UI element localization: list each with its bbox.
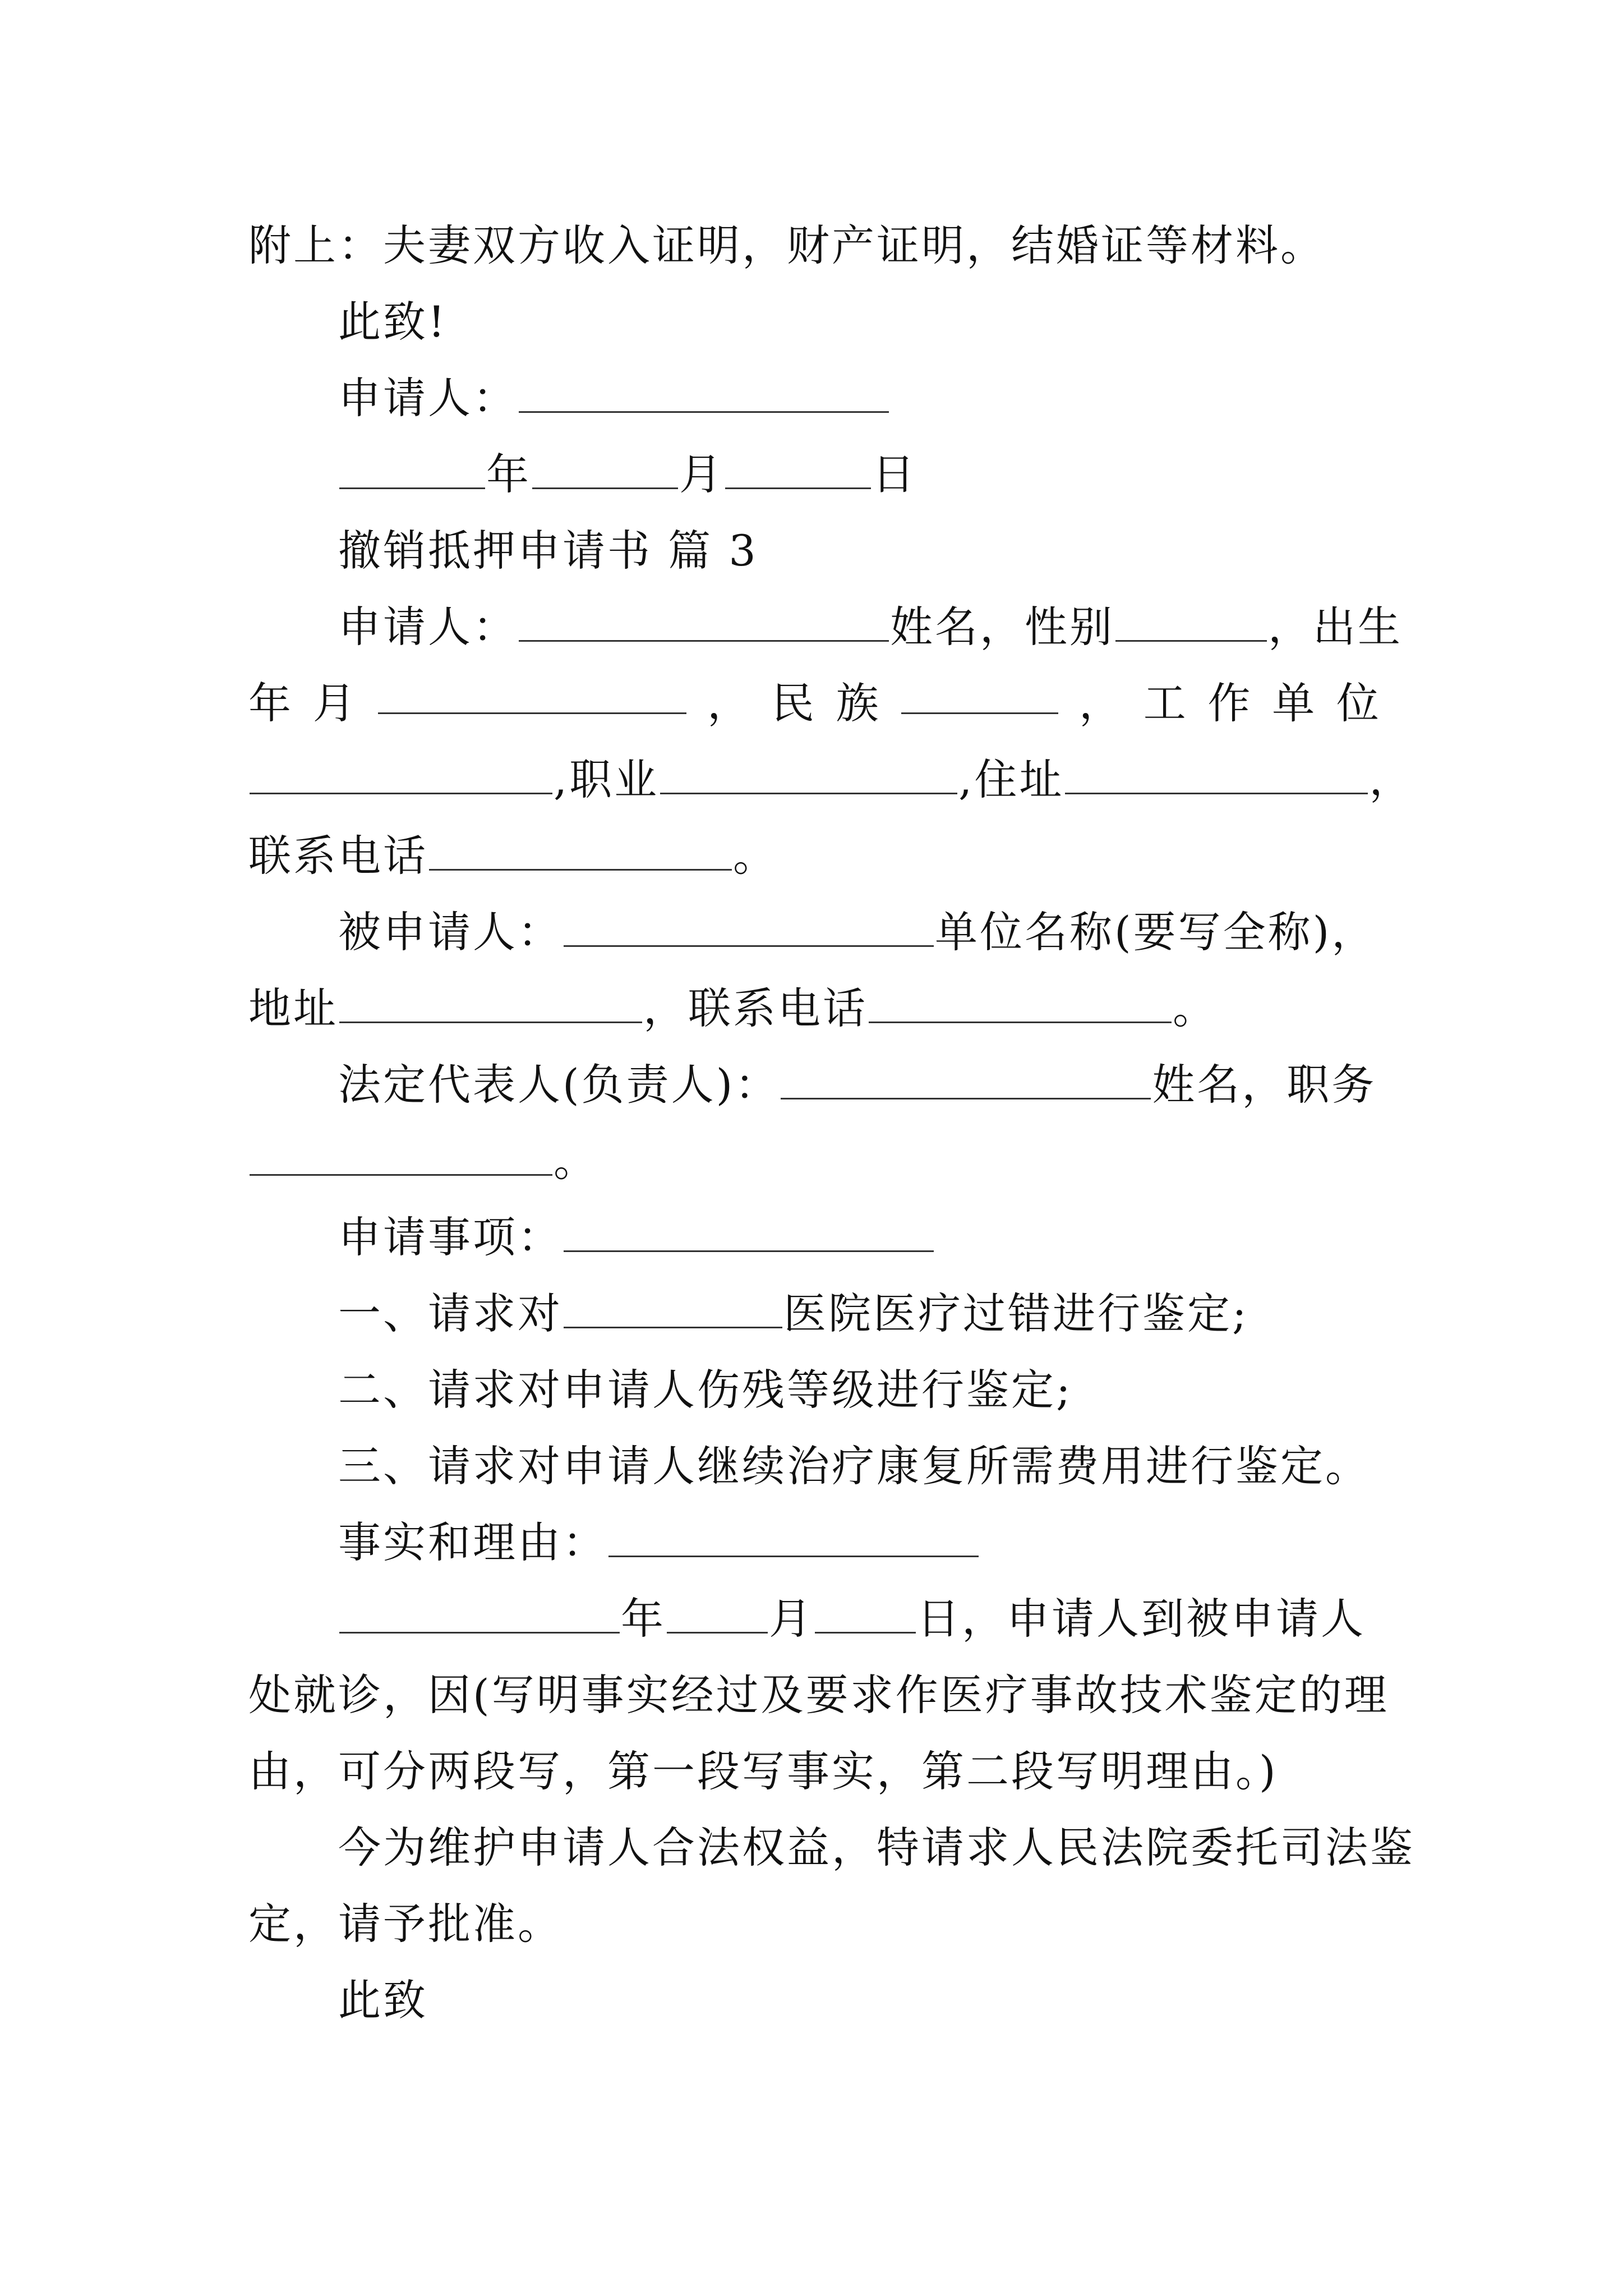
phone-line [248, 829, 1381, 885]
workplace-field[interactable] [250, 757, 552, 794]
facts-text-line-3 [248, 1745, 1381, 1801]
period-2: 。 [1173, 983, 1218, 1033]
workplace-char-1: 工 [1143, 678, 1188, 728]
matters-line [338, 1211, 1381, 1267]
hospital-field[interactable] [564, 1291, 782, 1328]
month-field[interactable] [532, 452, 678, 489]
matters-field[interactable] [564, 1214, 934, 1252]
section-title: 撤销抵押申请书 篇 3 [338, 526, 758, 576]
facts-label: 事实和理由： [338, 1517, 607, 1567]
workplace-char-4: 位 [1336, 678, 1381, 728]
item-1-suffix: 医院医疗过错进行鉴定; [783, 1289, 1249, 1338]
date-line [338, 448, 1381, 504]
name-position-label: 姓名，职务 [1152, 1060, 1377, 1110]
birth-field[interactable] [378, 677, 686, 714]
address-label-2: 地址 [248, 983, 338, 1033]
salutation-text: 此致! [338, 297, 448, 347]
item-2-text: 二、请求对申请人伤残等级进行鉴定; [338, 1365, 1073, 1415]
conclusion-line-2 [248, 1897, 1381, 1953]
facts-day-field[interactable] [815, 1596, 916, 1634]
facts-year-field[interactable] [339, 1596, 620, 1634]
period-3: 。 [554, 1136, 598, 1186]
birth-ethnic-workplace-line [248, 677, 1381, 733]
salutation-line [338, 295, 1381, 351]
respondent-address-field[interactable] [339, 986, 642, 1023]
respondent-field[interactable] [564, 909, 934, 947]
applicant-signature-field[interactable] [519, 375, 889, 413]
respondent-phone-field[interactable] [869, 986, 1172, 1023]
facts-month-label: 月 [769, 1594, 814, 1644]
section-title-line [338, 524, 1381, 580]
address-label: ,住址 [958, 754, 1064, 804]
occupation-field[interactable] [660, 757, 957, 794]
ethnic-field[interactable] [901, 677, 1058, 714]
phone-label: 联系电话 [248, 831, 428, 881]
day-field[interactable] [725, 452, 871, 489]
phone-field[interactable] [429, 833, 732, 871]
comma-2: ， [1079, 678, 1124, 728]
comma-3: ， [1369, 754, 1414, 804]
legal-rep-line [338, 1058, 1381, 1114]
facts-text-line-2 [248, 1668, 1389, 1724]
facts-date-line [338, 1592, 1381, 1648]
day-label: 日 [872, 449, 917, 499]
attachment-line [248, 219, 1381, 275]
ethnic-char-2: 族 [836, 678, 881, 728]
item-1-prefix: 一、请求对 [338, 1289, 562, 1338]
legal-rep-label: 法定代表人(负责人)： [338, 1060, 780, 1110]
item-1-line [338, 1287, 1381, 1343]
applicant-signature-line [338, 371, 1381, 427]
applicant-field[interactable] [519, 604, 889, 642]
year-field[interactable] [339, 452, 485, 489]
legal-rep-field[interactable] [781, 1062, 1151, 1099]
respondent-address-line [248, 982, 1381, 1038]
month-label: 月 [679, 449, 724, 499]
matters-label: 申请事项： [338, 1212, 562, 1262]
facts-tail: 日，申请人到被申请人 [917, 1594, 1366, 1644]
attachment-text: 附上：夫妻双方收入证明，财产证明，结婚证等材料。 [248, 220, 1325, 270]
occupation-label: ,职业 [554, 754, 660, 804]
facts-month-field[interactable] [667, 1596, 768, 1634]
conclusion-line-1 [338, 1821, 1415, 1877]
name-gender-label: 姓名，性别 [890, 602, 1114, 652]
workplace-char-3: 单 [1272, 678, 1317, 728]
year-label: 年 [486, 449, 531, 499]
conclusion-text-1: 今为维护申请人合法权益，特请求人民法院委托司法鉴 [338, 1823, 1415, 1872]
occupation-address-line [248, 753, 1414, 809]
position-field[interactable] [250, 1138, 552, 1176]
closing-salutation: 此致 [338, 1975, 428, 2025]
applicant-info-line [338, 600, 1403, 656]
item-3-line [338, 1439, 1381, 1496]
respondent-line [338, 905, 1381, 961]
gender-field[interactable] [1115, 604, 1267, 642]
facts-text-2: 处就诊，因(写明事实经过及要求作医疗事故技术鉴定的理 [248, 1670, 1389, 1720]
applicant-label: 申请人： [338, 602, 518, 652]
conclusion-text-2: 定，请予批准。 [248, 1899, 562, 1949]
respondent-label: 被申请人： [338, 907, 562, 957]
phone-label-2: ，联系电话 [643, 983, 868, 1033]
facts-field[interactable] [608, 1520, 979, 1557]
address-field[interactable] [1065, 757, 1368, 794]
period-1: 。 [733, 831, 778, 881]
position-line [248, 1134, 1381, 1190]
facts-label-line [338, 1516, 1381, 1572]
item-3-text: 三、请求对申请人继续治疗康复所需费用进行鉴定。 [338, 1441, 1370, 1491]
ethnic-char-1: 民 [771, 678, 817, 728]
facts-text-3: 由，可分两段写，第一段写事实，第二段写明理由。) [248, 1746, 1278, 1796]
applicant-label: 申请人： [338, 373, 518, 423]
workplace-char-2: 作 [1207, 678, 1253, 728]
birth-month-char: 月 [312, 678, 358, 728]
unit-name-label: 单位名称(要写全称)， [935, 907, 1377, 957]
facts-year-label: 年 [621, 1594, 666, 1644]
comma-1: ， [707, 678, 753, 728]
born-label: ，出生 [1268, 602, 1403, 652]
item-2-line [338, 1363, 1381, 1419]
closing-salutation-line [338, 1973, 1381, 2030]
birth-year-char: 年 [248, 678, 293, 728]
